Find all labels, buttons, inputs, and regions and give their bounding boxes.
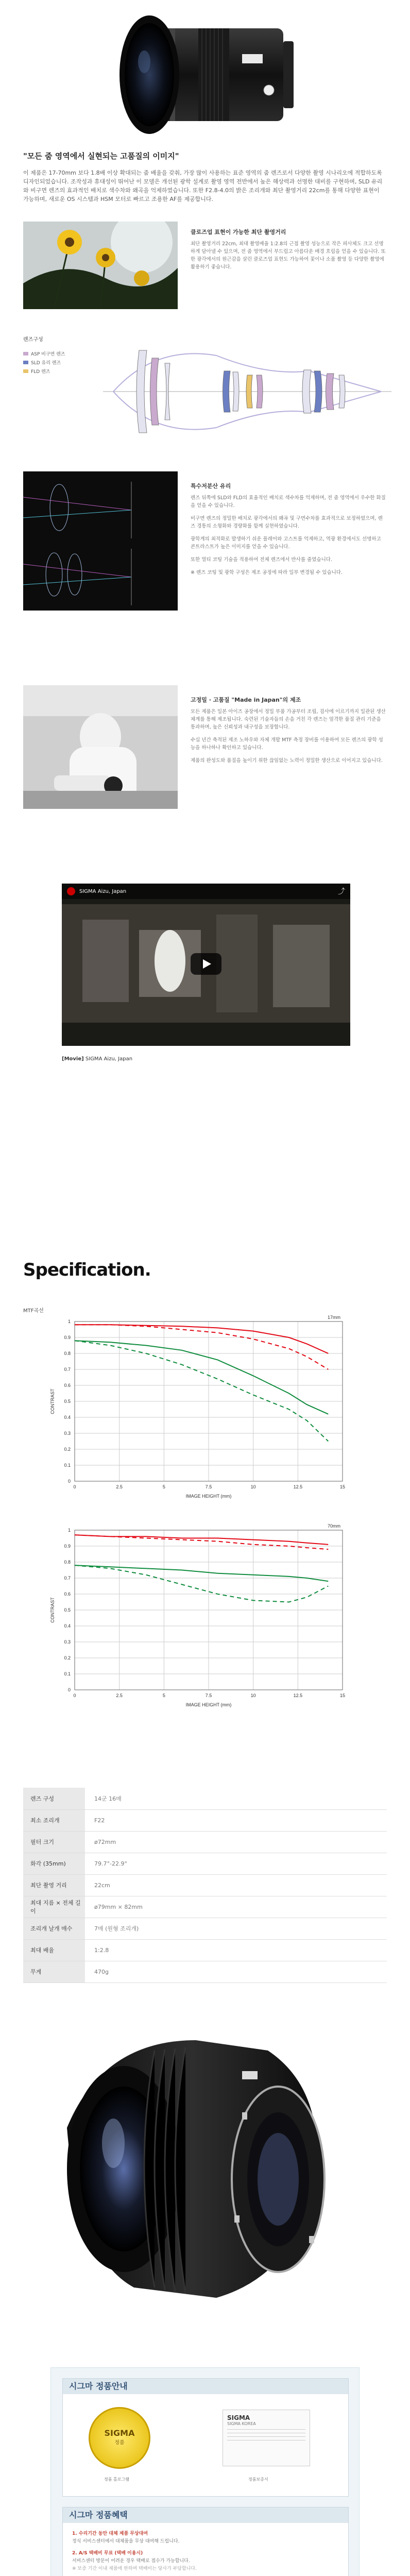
factory-section <box>0 685 410 819</box>
aberration-note: ※ 렌즈 코팅 및 광학 구성은 제조 공정에 따라 일부 변경될 수 있습니다. <box>191 570 343 575</box>
y-tick-label: 0.5 <box>64 1399 71 1404</box>
hologram-caption: 정품 홀로그램 <box>104 2477 129 2482</box>
series-line <box>75 1325 328 1369</box>
x-tick-label: 10 <box>250 1693 256 1698</box>
benefits-panel <box>62 2507 349 2576</box>
lens-side-view <box>88 5 304 144</box>
legend-swatch <box>23 352 28 355</box>
y-tick-label: 0.6 <box>64 1591 71 1597</box>
mtf-chart-17mm <box>44 1311 373 1512</box>
y-tick-label: 0.2 <box>64 1655 71 1660</box>
warranty-caption: 정품보증서 <box>248 2477 268 2482</box>
channel-avatar-icon <box>67 887 75 895</box>
spec-row: 렌즈 구성 14군 16매 <box>23 1788 387 1809</box>
benefit-2: 2. A/S 택배비 무료 (택배 이용시) <box>72 2551 143 2556</box>
warranty-info <box>50 2367 360 2576</box>
x-tick-label: 2.5 <box>116 1484 123 1489</box>
spec-row: 최소 조리개 F22 <box>23 1809 387 1831</box>
spec-row: 최대 배율 1:2.8 <box>23 1939 387 1961</box>
spec-table <box>23 1788 387 1983</box>
specification-heading: Specification. <box>23 1260 151 1280</box>
intro-headline: "모든 줌 영역에서 실현되는 고품질의 이미지" <box>23 151 179 161</box>
corner-note: 17mm <box>327 1315 340 1320</box>
x-tick-label: 15 <box>339 1693 346 1698</box>
y-tick-label: 1 <box>67 1319 71 1324</box>
spec-row: 최대 지름 × 전체 길이 ø79mm × 82mm <box>23 1896 387 1918</box>
x-tick-label: 12.5 <box>293 1484 303 1489</box>
play-icon <box>203 959 211 969</box>
spec-row: 최단 촬영 거리 22cm <box>23 1874 387 1896</box>
x-tick-label: 7.5 <box>205 1693 212 1698</box>
x-tick-label: 5 <box>162 1484 165 1489</box>
aberration-title: 특수저분산 유리 <box>191 483 231 489</box>
flower-photo <box>23 222 178 309</box>
legend-item: SLD 유리 렌즈 <box>23 359 65 366</box>
benefit-1-desc: 정식 서비스센터에서 대체품을 무상 대여해 드립니다. <box>72 2539 180 2544</box>
close-up-title: 클로즈업 표현이 가능한 최단 촬영거리 <box>191 229 286 235</box>
factory-title: 고정밀 · 고품질 "Made in Japan"의 제조 <box>191 697 301 703</box>
y-tick-label: 0.9 <box>64 1544 71 1549</box>
factory-photo <box>23 685 178 809</box>
y-tick-label: 0.6 <box>64 1383 71 1388</box>
close-up-body: 최단 촬영거리 22cm, 최대 촬영배율 1:2.8의 근접 촬영 성능으로 작은 피사체도 크고 선명하게 담아낼 수 있으며, 전 줌 영역에서 부드럽고 아름다운 배경 흐림을 얻을 수 있습니다. 또한 광각에서의 원근감을 살린 클로즈업 표현도 가능하여 꽃이나 소품 촬영 등 다양한 촬영에 활용하기 좋습니다. <box>191 241 386 270</box>
legend-swatch <box>23 369 28 373</box>
lens-construction-label: 렌즈구성 <box>23 337 43 343</box>
y-tick-label: 0.3 <box>64 1639 71 1645</box>
y-tick-label: 0.9 <box>64 1335 71 1340</box>
aberration-body-2: 비구면 렌즈의 정밀한 배치로 광각에서의 왜곡 및 구면수차를 효과적으로 보정하였으며, 렌즈 경통의 소형화와 경량화를 함께 실현하였습니다. <box>191 516 383 529</box>
y-tick-label: 0.4 <box>64 1623 71 1629</box>
y-axis-label: CONTRAST <box>50 1388 55 1414</box>
x-axis-label: IMAGE HEIGHT (mm) <box>185 1702 232 1707</box>
x-tick-label: 2.5 <box>116 1693 123 1698</box>
mtf-label: MTF곡선 <box>23 1308 44 1314</box>
genuine-heading: 시그마 정품안내 <box>63 2379 348 2394</box>
legend-item: FLD 렌즈 <box>23 368 65 375</box>
x-tick-label: 12.5 <box>293 1693 303 1698</box>
y-tick-label: 0 <box>67 1479 71 1484</box>
y-tick-label: 0.1 <box>64 1671 71 1676</box>
y-tick-label: 0.7 <box>64 1575 71 1581</box>
video-caption: [Movie] SIGMA Aizu, Japan <box>62 1056 133 1062</box>
benefit-2-desc: 서비스센터 방문이 어려운 경우 택배로 접수가 가능합니다. <box>72 2558 190 2564</box>
corner-note: 70mm <box>327 1523 340 1529</box>
warranty-tag: SIGMA SIGMA KOREA <box>223 2410 310 2466</box>
series-line <box>75 1565 328 1602</box>
x-axis-label: IMAGE HEIGHT (mm) <box>185 1494 232 1499</box>
x-tick-label: 0 <box>73 1693 76 1698</box>
x-tick-label: 7.5 <box>205 1484 212 1489</box>
lens-construction-diagram <box>93 335 402 448</box>
aberration-body-4: 또한 멀티 코팅 기술을 적용하여 전체 렌즈에서 반사를 줄였습니다. <box>191 557 332 563</box>
aberration-diagram <box>23 471 178 611</box>
factory-body-2: 수십 년간 축적된 제조 노하우와 자체 개발 MTF 측정 장비를 이용하여 모든 렌즈의 광학 성능을 하나하나 확인하고 있습니다. <box>191 737 383 751</box>
x-tick-label: 0 <box>73 1484 76 1489</box>
video-title[interactable]: SIGMA Aizu, Japan <box>79 888 127 894</box>
y-tick-label: 0.3 <box>64 1431 71 1436</box>
y-tick-label: 0.8 <box>64 1351 71 1356</box>
y-tick-label: 0 <box>67 1687 71 1692</box>
intro-body: 이 제품은 17-70mm 보다 1.8배 이상 확대되는 줌 배율을 갖춰, 가장 많이 사용하는 표준 영역의 줌 렌즈로서 다양한 촬영 시나리오에 적합하도록 디자인되었습니다. 조작성과 휴대성이 뛰어난 이 모델은 개선된 광학 설계로 촬영 영역 전반에서 높은 해상력과 선명한 대비를 구현하며, SLD 유리와 비구면 렌즈의 효과적인 배치로 색수차와 왜곡을 억제하였습니다. 또한 F2.8-4.0의 밝은 조리개와 최단 촬영거리 22cm를 통해 다양한 표현이 가능하며, 새로운 OS 시스템과 HSM 모터로 빠르고 조용한 AF를 제공합니다. <box>23 170 383 202</box>
x-tick-label: 10 <box>250 1484 256 1489</box>
legend-item: ASP 비구면 렌즈 <box>23 350 65 357</box>
genuine-product-panel <box>62 2378 349 2497</box>
lens-legend <box>23 350 65 377</box>
mtf-chart-70mm <box>44 1520 373 1721</box>
y-tick-label: 0.7 <box>64 1367 71 1372</box>
aberration-section <box>0 471 410 626</box>
hologram-seal: SIGMA 정품 <box>89 2407 150 2469</box>
y-tick-label: 0.1 <box>64 1463 71 1468</box>
close-up-section <box>0 222 410 314</box>
factory-body: 모든 제품은 일본 아이즈 공장에서 정밀 부품 가공부터 조립, 검사에 이르기까지 일관된 생산 체계를 통해 제조됩니다. 숙련된 기술자들의 손을 거친 각 렌즈는 엄격한 품질 관리 기준을 통과하며, 높은 신뢰성과 내구성을 보장합니다. <box>191 709 386 730</box>
benefits-heading: 시그마 정품혜택 <box>63 2507 348 2523</box>
lens-construction-section <box>0 330 410 453</box>
spec-row: 필터 크기 ø72mm <box>23 1831 387 1853</box>
series-line <box>75 1565 328 1581</box>
benefit-2-note: ※ 보증 기간 이내 제품에 한하며 택배비는 당사가 부담합니다. <box>72 2566 197 2571</box>
y-tick-label: 0.4 <box>64 1415 71 1420</box>
y-tick-label: 1 <box>67 1528 71 1533</box>
video-player[interactable] <box>62 884 350 1046</box>
aberration-body-3: 광학계의 최적화로 발생하기 쉬운 플레어와 고스트를 억제하고, 역광 환경에서도 선명하고 콘트라스트가 높은 이미지를 얻을 수 있습니다. <box>191 536 381 550</box>
share-icon[interactable]: ⤴ <box>338 888 345 896</box>
spec-row: 무게 470g <box>23 1961 387 1982</box>
lens-rear-image <box>0 2009 410 2344</box>
aberration-body-1: 렌즈 뒤쪽에 SLD와 FLD의 효율적인 배치로 색수차를 억제하며, 전 줌 영역에서 우수한 화질을 얻을 수 있습니다. <box>191 495 386 509</box>
y-tick-label: 0.8 <box>64 1560 71 1565</box>
legend-swatch <box>23 361 28 364</box>
hero-lens-image <box>0 0 410 149</box>
x-tick-label: 5 <box>162 1693 165 1698</box>
y-tick-label: 0.2 <box>64 1447 71 1452</box>
spec-row: 조리개 날개 매수 7매 (원형 조리개) <box>23 1918 387 1939</box>
play-button[interactable] <box>191 953 221 975</box>
y-tick-label: 0.5 <box>64 1607 71 1613</box>
video-title-bar <box>62 884 350 899</box>
benefit-1: 1. 수리기간 동안 대체 제품 무상대여 <box>72 2531 148 2536</box>
series-line <box>75 1535 328 1549</box>
intro-section <box>23 150 384 204</box>
y-axis-label: CONTRAST <box>50 1597 55 1623</box>
x-tick-label: 15 <box>339 1484 346 1489</box>
spec-row: 화각 (35mm) 79.7°-22.9° <box>23 1853 387 1874</box>
series-line <box>75 1341 328 1414</box>
factory-body-3: 제품의 완성도와 품질을 높이기 위한 끊임없는 노력이 정밀한 생산으로 이어지고 있습니다. <box>191 758 383 764</box>
